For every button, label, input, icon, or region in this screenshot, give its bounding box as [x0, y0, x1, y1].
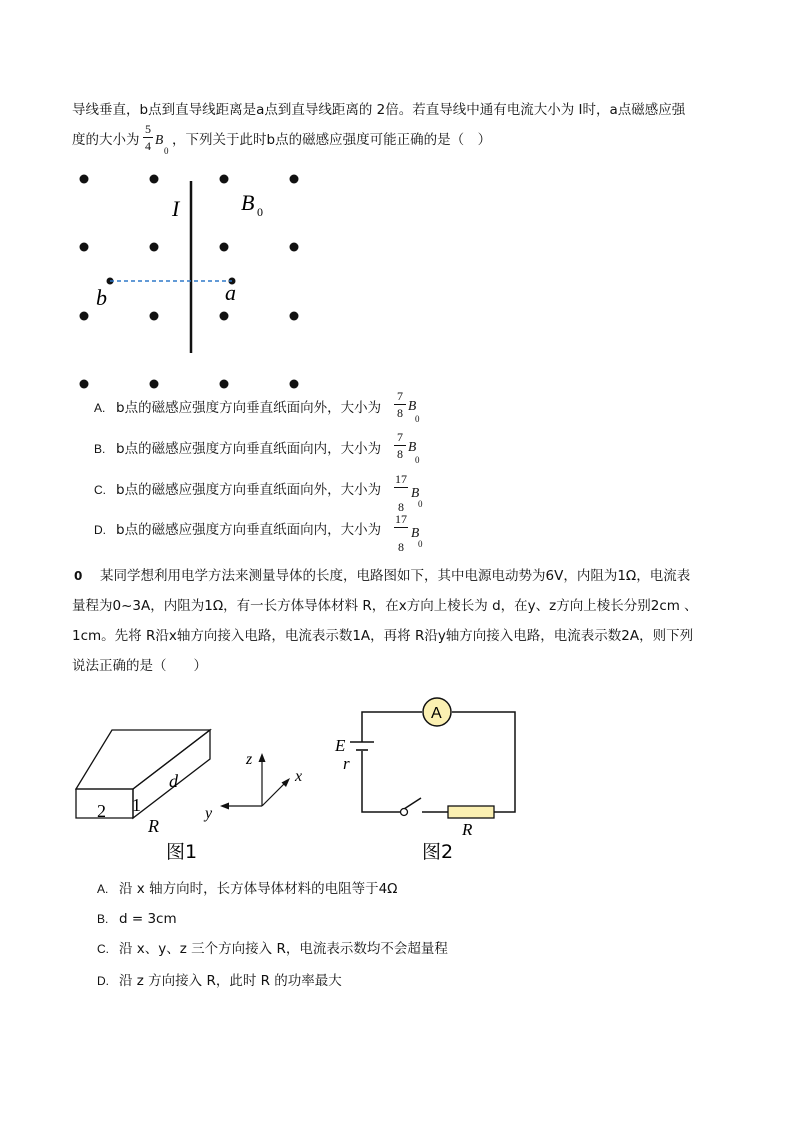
ammeter-label: A: [431, 705, 442, 722]
option-b-subscript: 0: [418, 499, 423, 509]
option-fraction-bar: [394, 404, 406, 405]
option-letter: D.: [94, 523, 106, 537]
option-b-subscript: 0: [415, 455, 420, 465]
option-fraction-numerator: 7: [397, 389, 403, 403]
option-fraction-numerator: 7: [397, 430, 403, 444]
q1-b-subscript: 0: [164, 146, 169, 156]
option-fraction-numerator: 17: [395, 512, 407, 526]
cuboid-label-R: R: [148, 816, 159, 836]
resistor-symbol: [448, 806, 494, 818]
option-fraction-bar: [394, 527, 408, 528]
resistor-label-R: R: [462, 820, 473, 839]
option-text: b点的磁感应强度方向垂直纸面向内，大小为: [116, 441, 382, 457]
q1-fraction-numerator: 5: [145, 122, 151, 136]
q1-line1: 导线垂直，b点到直导线距离是a点到直导线距离的 2倍。若直导线中通有电流大小为 I时，a点磁感应强: [72, 102, 686, 118]
figure-1-caption: 图1: [166, 841, 198, 863]
cuboid-edge-label-d: d: [169, 771, 178, 791]
option-fraction-numerator: 17: [395, 472, 407, 486]
option-letter: D.: [97, 974, 109, 988]
field-label-B: B: [241, 190, 255, 215]
option-b-symbol: B: [408, 439, 417, 454]
figure-2-caption: 图2: [422, 841, 454, 863]
magnetic-field-figure: [60, 165, 320, 395]
option-fraction-denominator: 8: [397, 447, 403, 461]
cuboid-edge-label-2: 2: [97, 801, 106, 821]
option-fraction-bar: [394, 445, 406, 446]
q1-b-symbol: B: [155, 132, 164, 147]
field-label-B-subscript: 0: [257, 205, 263, 219]
option-text: b点的磁感应强度方向垂直纸面向外，大小为: [116, 400, 382, 416]
option-text: d = 3cm: [119, 911, 177, 927]
q1-fraction-bar: [143, 137, 153, 138]
option-letter: A.: [97, 882, 109, 896]
option-fraction-denominator: 8: [397, 406, 403, 420]
option-b-symbol: B: [411, 485, 420, 500]
coordinate-axes: [220, 753, 290, 810]
q2-line1: 某同学想利用电学方法来测量导体的长度，电路图如下，其中电源电动势为6V，内阻为1Ω，电流表: [100, 568, 691, 584]
circuit-wires: [362, 712, 515, 812]
option-fraction-denominator: 8: [398, 540, 404, 554]
current-label-I: I: [172, 196, 180, 221]
q1-line2-suffix: ，下列关于此时b点的磁感应强度可能正确的是（ ）: [172, 132, 492, 148]
option-text: b点的磁感应强度方向垂直纸面向外，大小为: [116, 482, 382, 498]
option-b-symbol: B: [411, 525, 420, 540]
q2-number: 0: [74, 569, 83, 583]
option-text: 沿 z 方向接入 R，此时 R 的功率最大: [119, 973, 342, 989]
option-b-symbol: B: [408, 398, 417, 413]
point-label-a: a: [225, 280, 236, 305]
axis-label-z: z: [246, 751, 253, 768]
option-letter: C.: [97, 942, 109, 956]
option-text: b点的磁感应强度方向垂直纸面向内，大小为: [116, 522, 382, 538]
option-text: 沿 x、y、z 三个方向接入 R，电流表示数均不会超量程: [119, 941, 448, 957]
q1-fraction-denominator: 4: [145, 139, 151, 153]
option-fraction-denominator: 8: [398, 500, 404, 514]
switch-pivot: [401, 809, 408, 816]
option-text: 沿 x 轴方向时，长方体导体材料的电阻等于4Ω: [119, 881, 398, 897]
option-letter: C.: [94, 483, 106, 497]
option-b-subscript: 0: [418, 539, 423, 549]
option-b-subscript: 0: [415, 414, 420, 424]
option-letter: A.: [94, 401, 106, 415]
internal-resistance-label-r: r: [343, 754, 350, 773]
circuit-figure: [330, 696, 530, 866]
cuboid-edge-label-1: 1: [132, 795, 141, 815]
cuboid-conductor-figure: [70, 722, 320, 867]
q1-line2-prefix: 度的大小为: [72, 132, 140, 148]
point-label-b: b: [96, 285, 107, 310]
emf-label-E: E: [335, 736, 346, 755]
axis-label-y: y: [205, 805, 213, 822]
option-fraction-bar: [394, 487, 408, 488]
axis-label-x: x: [295, 768, 303, 785]
option-letter: B.: [97, 912, 109, 926]
q2-line3: 1cm。先将 R沿x轴方向接入电路，电流表示数1A，再将 R沿y轴方向接入电路，电流表示数2A，则下列: [72, 628, 694, 644]
q2-line2: 量程为0~3A，内阻为1Ω，有一长方体导体材料 R，在x方向上棱长为 d，在y、z方向上棱长分别2cm 、: [72, 598, 698, 614]
q2-line4: 说法正确的是（ ）: [72, 658, 207, 674]
option-letter: B.: [94, 442, 106, 456]
